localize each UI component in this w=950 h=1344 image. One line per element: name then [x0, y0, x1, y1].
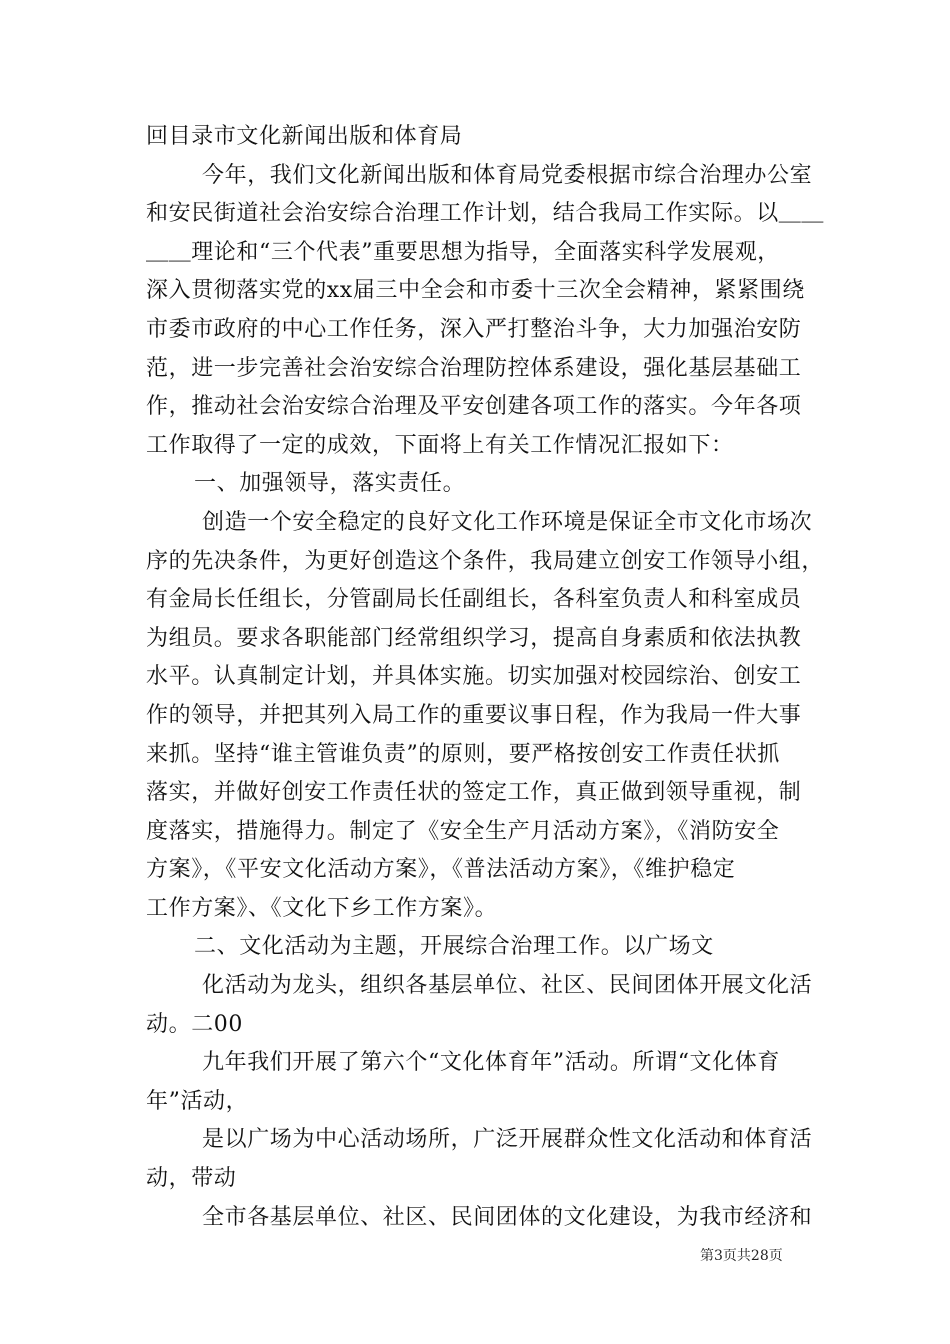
paragraph-line: 作的领导，并把其列入局工作的重要议事日程，作为我局一件大事: [146, 702, 802, 728]
paragraph-line: 为组员。要求各职能部门经常组织学习，提高自身素质和依法执教: [146, 625, 802, 651]
paragraph-line: 工作取得了一定的成效，下面将上有关工作情况汇报如下：: [146, 432, 734, 458]
paragraph-line: 和安民街道社会治安综合治理工作计划，结合我局工作实际。以＿＿: [146, 201, 825, 227]
paragraph-line: 市委市政府的中心工作任务，深入严打整治斗争，大力加强治安防: [146, 316, 802, 342]
document-body: [146, 118, 825, 1237]
paragraph-line: 工作方案》、《文化下乡工作方案》。: [146, 895, 498, 921]
section-heading: 二、文化活动为主题，开展综合治理工作。以广场文: [194, 934, 714, 960]
paragraph-line: 有金局长任组长，分管副局长任副组长，各科室负责人和科室成员: [146, 587, 802, 613]
paragraph-line: ＿＿理论和“三个代表”重要思想为指导，全面落实科学发展观，: [146, 239, 780, 265]
paragraph-line: 今年，我们文化新闻出版和体育局党委根据市综合治理办公室: [202, 162, 813, 188]
paragraph-line: 创造一个安全稳定的良好文化工作环境是保证全市文化市场次: [202, 509, 813, 535]
paragraph-line: 动。二00: [146, 1011, 243, 1037]
paragraph-line: 作，推动社会治安综合治理及平安创建各项工作的落实。今年各项: [146, 394, 802, 420]
paragraph-line: 来抓。坚持“谁主管谁负责”的原则，要严格按创安工作责任状抓: [146, 741, 780, 767]
paragraph-line: 深入贯彻落实党的xx届三中全会和市委十三次全会精神，紧紧围绕: [146, 278, 805, 304]
paragraph-line: 全市各基层单位、社区、民间团体的文化建设，为我市经济和: [202, 1204, 813, 1230]
paragraph-line: 方案》，《平安文化活动方案》，《普法活动方案》，《维护稳定: [146, 857, 736, 883]
page-number-footer: 第3页共28页: [700, 1248, 783, 1264]
document-heading: 回目录市文化新闻出版和体育局: [146, 124, 463, 149]
paragraph-line: 年”活动，: [146, 1088, 249, 1114]
paragraph-line: 动，带动: [146, 1166, 237, 1192]
paragraph-line: 范，进一步完善社会治安综合治理防控体系建设，强化基层基础工: [146, 355, 802, 381]
paragraph-line: 九年我们开展了第六个“文化体育年”活动。所谓“文化体育: [202, 1050, 780, 1076]
paragraph-line: 度落实，措施得力。制定了《安全生产月活动方案》，《消防安全: [146, 818, 780, 844]
paragraph-line: 序的先决条件，为更好创造这个条件，我局建立创安工作领导小组，: [146, 548, 825, 574]
paragraph-line: 落实，并做好创安工作责任状的签定工作，真正做到领导重视，制: [146, 780, 802, 806]
paragraph-line: 化活动为龙头，组织各基层单位、社区、民间团体开展文化活: [202, 973, 813, 999]
paragraph-line: 水平。认真制定计划，并具体实施。切实加强对校园综治、创安工: [146, 664, 802, 690]
section-heading: 一、加强领导，落实责任。: [194, 471, 466, 497]
paragraph-line: 是以广场为中心活动场所，广泛开展群众性文化活动和体育活: [202, 1127, 813, 1153]
